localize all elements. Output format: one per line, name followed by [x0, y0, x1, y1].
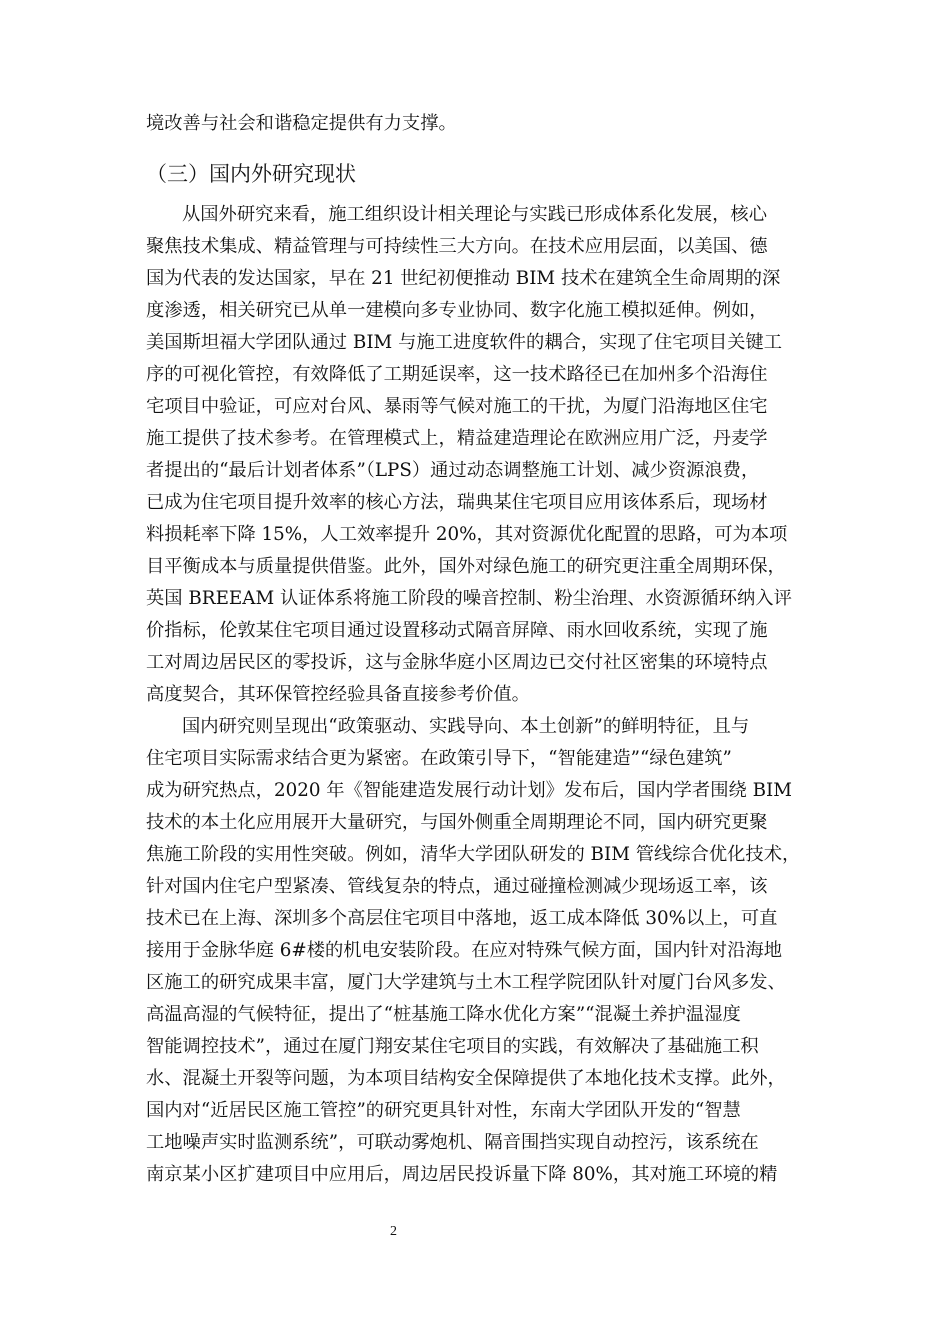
paragraph-line: 针对国内住宅户型紧凑、管线复杂的特点，通过碰撞检测减少现场返工率，该 [146, 876, 768, 897]
paragraph-line: 从国外研究来看，施工组织设计相关理论与实践已形成体系化发展，核心 [182, 204, 767, 225]
paragraph-line: 已成为住宅项目提升效率的核心方法，瑞典某住宅项目应用该体系后，现场材 [146, 492, 768, 513]
paragraph-line: 南京某小区扩建项目中应用后，周边居民投诉量下降 80%，其对施工环境的精 [146, 1164, 778, 1185]
paragraph-line: 英国 BREEAM 认证体系将施工阶段的噪音控制、粉尘治理、水资源循环纳入评 [146, 588, 792, 609]
paragraph-line: 境改善与社会和谐稳定提供有力支撑。 [146, 113, 457, 134]
paragraph-line: 价指标，伦敦某住宅项目通过设置移动式隔音屏障、雨水回收系统，实现了施 [146, 620, 768, 641]
paragraph-line: 接用于金脉华庭 6#楼的机电安装阶段。在应对特殊气候方面，国内针对沿海地 [146, 940, 783, 961]
paragraph-line: 美国斯坦福大学团队通过 BIM 与施工进度软件的耦合，实现了住宅项目关键工 [146, 332, 782, 353]
paragraph-line: 工地噪声实时监测系统”，可联动雾炮机、隔音围挡实现自动控污，该系统在 [146, 1132, 759, 1153]
paragraph-line: 高温高湿的气候特征，提出了“桩基施工降水优化方案”“混凝土养护温湿度 [146, 1004, 741, 1025]
paragraph-line: 料损耗率下降 15%，人工效率提升 20%，其对资源优化配置的思路，可为本项 [146, 524, 788, 545]
paragraph-line: 技术已在上海、深圳多个高层住宅项目中落地，返工成本降低 30%以上，可直 [146, 908, 778, 929]
paragraph-line: 宅项目中验证，可应对台风、暴雨等气候对施工的干扰，为厦门沿海地区住宅 [146, 396, 768, 417]
paragraph-line: 者提出的“最后计划者体系”（LPS）通过动态调整施工计划、减少资源浪费， [146, 460, 760, 481]
paragraph-line: 成为研究热点，2020 年《智能建造发展行动计划》发布后，国内学者围绕 BIM [146, 780, 792, 801]
paragraph-line: 焦施工阶段的实用性突破。例如，清华大学团队研发的 BIM 管线综合优化技术， [146, 844, 801, 865]
paragraph-line: 国为代表的发达国家，早在 21 世纪初便推动 BIM 技术在建筑全生命周期的深 [146, 268, 781, 289]
paragraph-line: 工对周边居民区的零投诉，这与金脉华庭小区周边已交付社区密集的环境特点 [146, 652, 768, 673]
paragraph-line: 国内对“近居民区施工管控”的研究更具针对性，东南大学团队开发的“智慧 [146, 1100, 741, 1121]
paragraph-line: 智能调控技术”，通过在厦门翔安某住宅项目的实践，有效解决了基础施工积 [146, 1036, 759, 1057]
paragraph-line: 区施工的研究成果丰富，厦门大学建筑与土木工程学院团队针对厦门台风多发、 [146, 972, 786, 993]
section-heading: （三）国内外研究现状 [146, 162, 356, 186]
paragraph-line: 水、混凝土开裂等问题，为本项目结构安全保障提供了本地化技术支撑。此外， [146, 1068, 786, 1089]
paragraph-line: 度渗透，相关研究已从单一建模向多专业协同、数字化施工模拟延伸。例如， [146, 300, 768, 321]
paragraph-line: 目平衡成本与质量提供借鉴。此外，国外对绿色施工的研究更注重全周期环保， [146, 556, 786, 577]
page-number: 2 [390, 1224, 397, 1239]
paragraph-line: 聚焦技术集成、精益管理与可持续性三大方向。在技术应用层面，以美国、德 [146, 236, 768, 257]
paragraph-line: 住宅项目实际需求结合更为紧密。在政策引导下，“智能建造”“绿色建筑” [146, 748, 732, 769]
paragraph-line: 施工提供了技术参考。在管理模式上，精益建造理论在欧洲应用广泛，丹麦学 [146, 428, 768, 449]
paragraph-line: 序的可视化管控，有效降低了工期延误率，这一技术路径已在加州多个沿海住 [146, 364, 768, 385]
paragraph-line: 国内研究则呈现出“政策驱动、实践导向、本土创新”的鲜明特征，且与 [182, 716, 750, 737]
paragraph-line: 高度契合，其环保管控经验具备直接参考价值。 [146, 684, 530, 705]
paragraph-line: 技术的本土化应用展开大量研究，与国外侧重全周期理论不同，国内研究更聚 [146, 812, 768, 833]
